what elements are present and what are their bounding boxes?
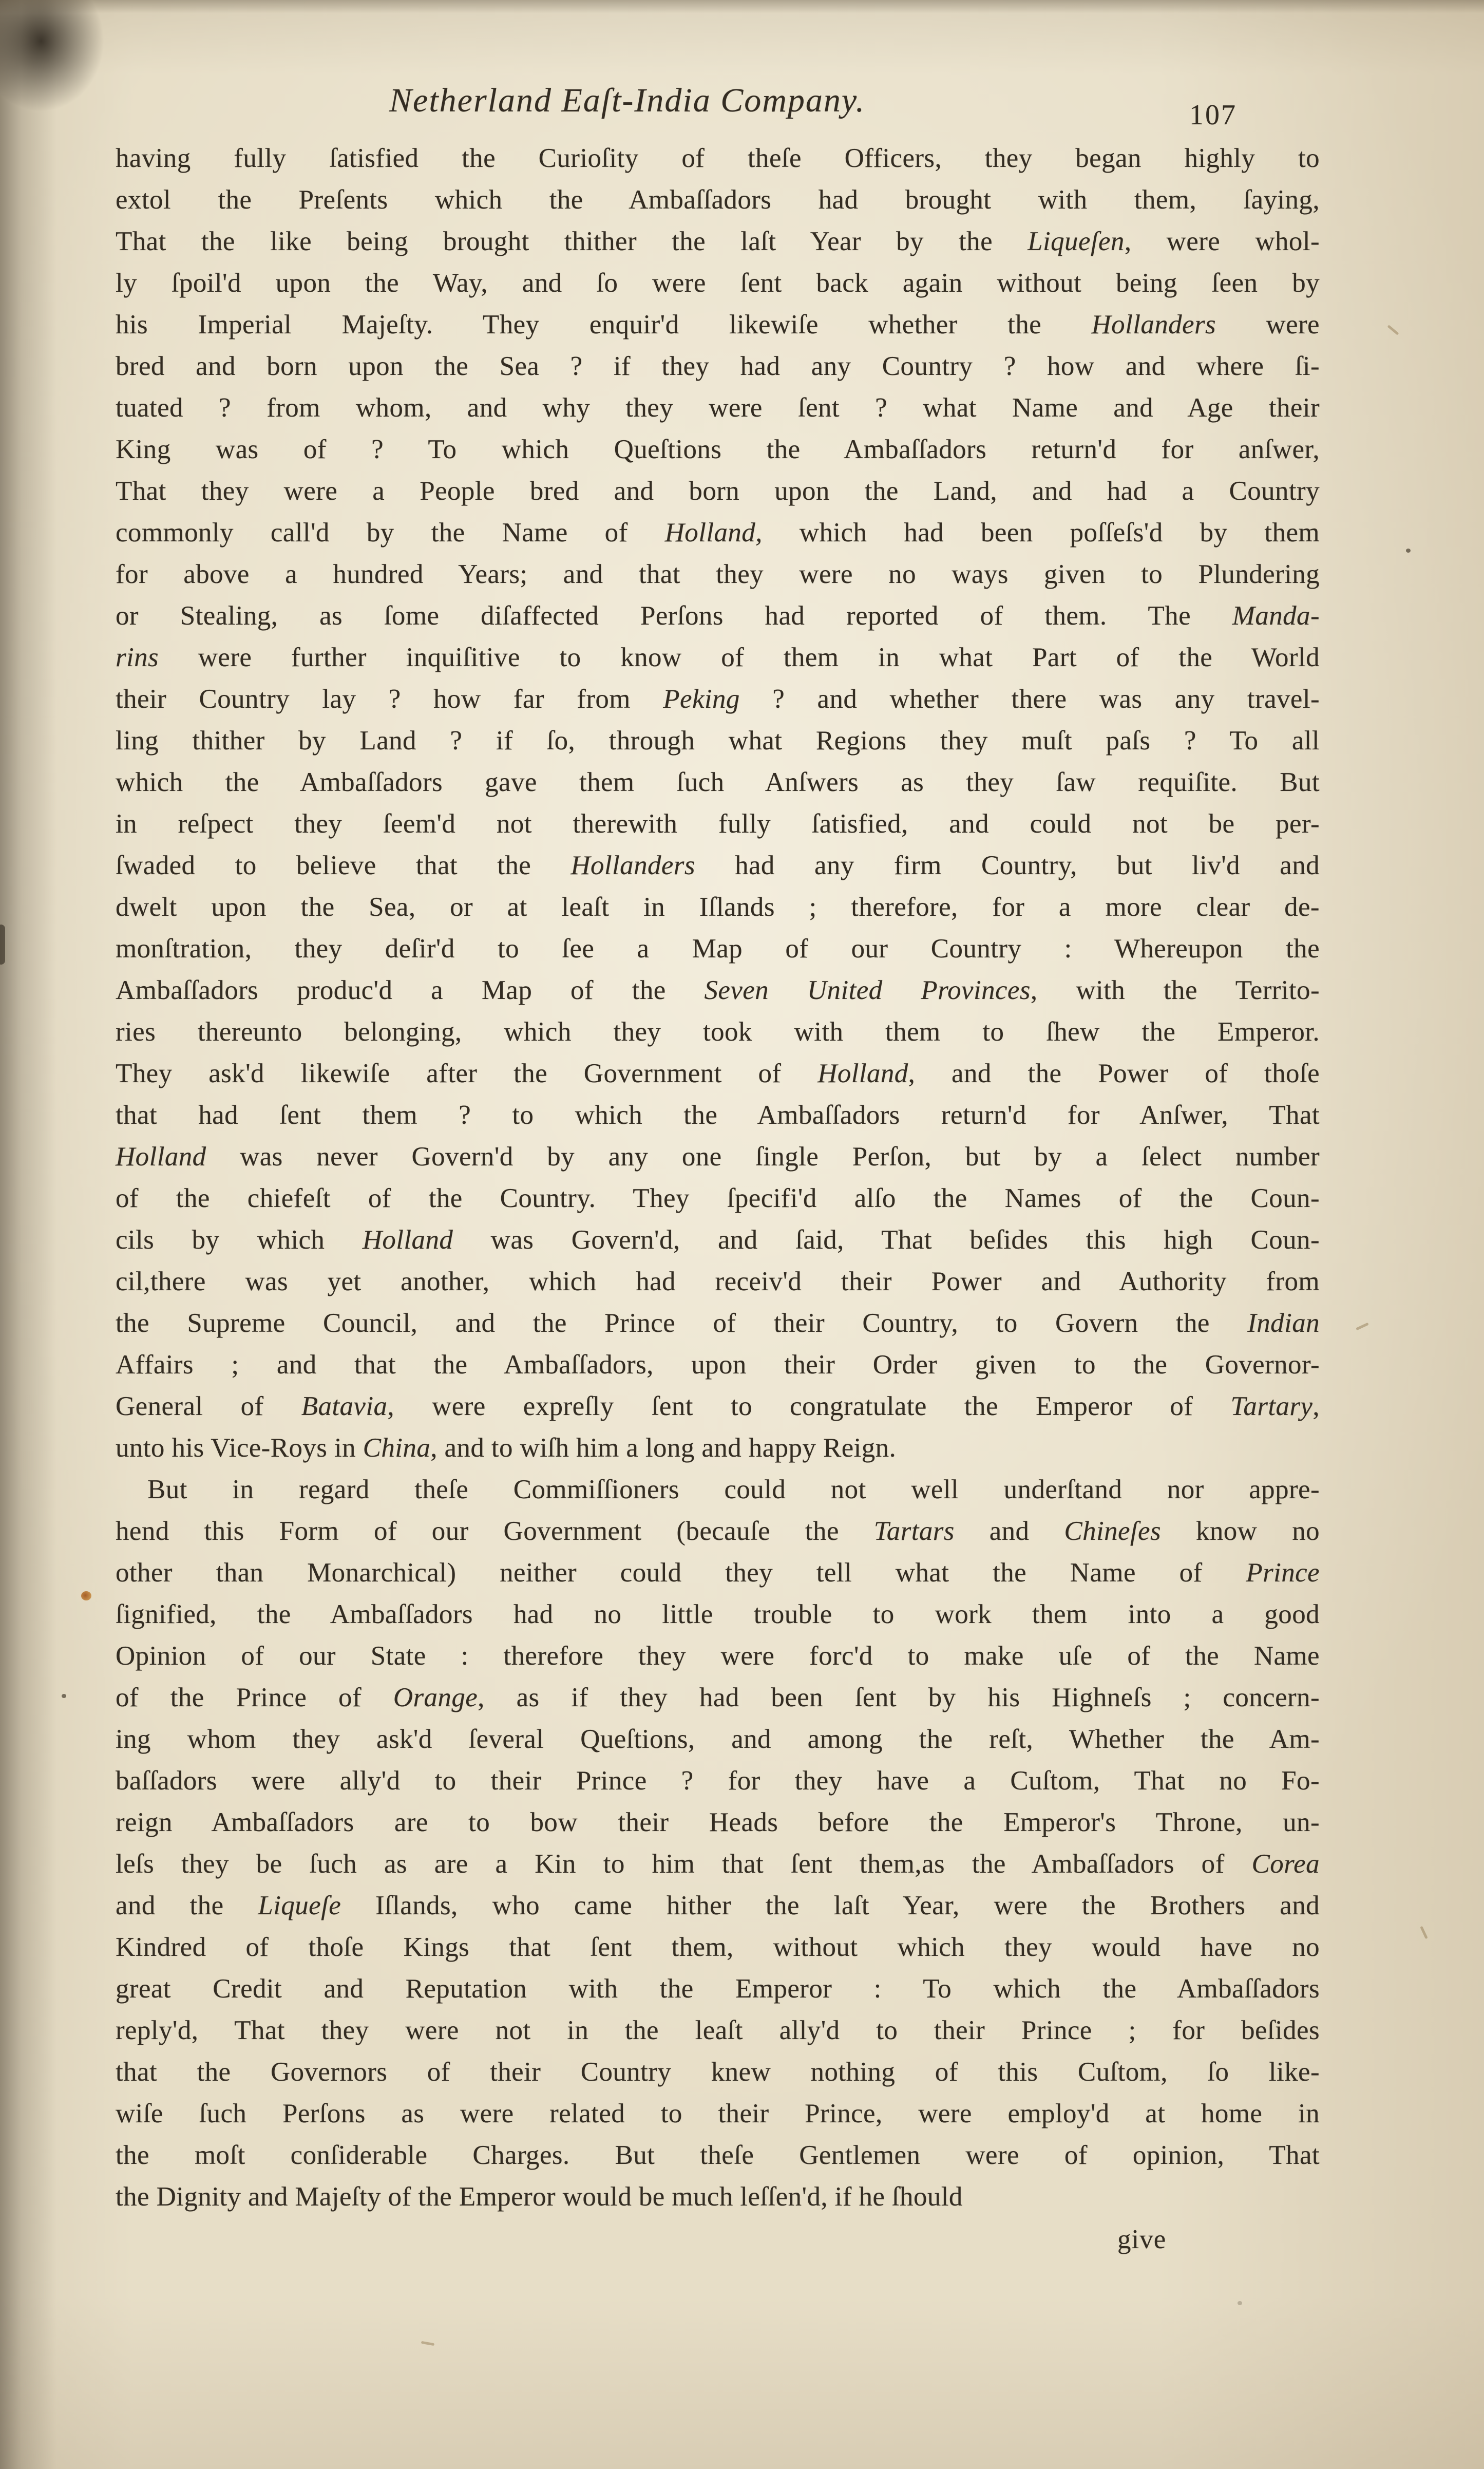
text-line: They ask'd likewiſe after the Government of Holland, and the Power of thoſe bbox=[116, 1059, 1320, 1088]
text-line: commonly call'd by the Name of Holland, which had been poſſeſs'd by them bbox=[116, 518, 1320, 548]
text-line: That they were a People bred and born upon the Land, and had a Country bbox=[116, 476, 1320, 506]
text-line: General of Batavia, were expreſly ſent to congratulate the Emperor of Tartary, bbox=[116, 1391, 1320, 1421]
text-line: in reſpect they ſeem'd not therewith fully ſatisfied, and could not be per- bbox=[116, 809, 1320, 839]
text-line: rins were further inquiſitive to know of them in what Part of the World bbox=[116, 643, 1320, 672]
catchword: give bbox=[1117, 2225, 1167, 2254]
top-edge-shadow bbox=[0, 0, 1484, 13]
text-line: extol the Preſents which the Ambaſſadors had brought with them, ſaying, bbox=[116, 185, 1320, 215]
text-line: the Dignity and Majeſty of the Emperor would be much leſſen'd, if he ſhould bbox=[116, 2182, 963, 2212]
text-line: Holland was never Govern'd by any one ſingle Perſon, but by a ſelect number bbox=[116, 1142, 1320, 1172]
text-line: ſignified, the Ambaſſadors had no little trouble to work them into a good bbox=[116, 1599, 1320, 1629]
text-line: Kindred of thoſe Kings that ſent them, without which they would have no bbox=[116, 1932, 1320, 1962]
text-line: that the Governors of their Country knew nothing of this Cuſtom, ſo like- bbox=[116, 2057, 1320, 2087]
text-line: That the like being brought thither the laſt Year by the Liqueſen, were whol- bbox=[116, 227, 1320, 256]
paper-fiber bbox=[421, 2341, 434, 2346]
paper-fleck bbox=[1406, 549, 1411, 553]
body-text bbox=[116, 138, 1320, 2218]
text-line: of the chiefeſt of the Country. They ſpecifi'd alſo the Names of the Coun- bbox=[116, 1183, 1320, 1213]
text-line: monſtration, they deſir'd to ſee a Map of our Country : Whereupon the bbox=[116, 934, 1320, 964]
text-line: that had ſent them ? to which the Ambaſſadors return'd for Anſwer, That bbox=[116, 1100, 1320, 1130]
paper-fleck bbox=[62, 1694, 66, 1698]
text-line: his Imperial Majeſty. They enquir'd likewiſe whether the Hollanders were bbox=[116, 310, 1320, 340]
text-line: ries thereunto belonging, which they took with them to ſhew the Emperor. bbox=[116, 1017, 1320, 1047]
text-line: But in regard theſe Commiſſioners could not well underſtand nor appre- bbox=[147, 1475, 1320, 1504]
text-line: of the Prince of Orange, as if they had been ſent by his Highneſs ; concern- bbox=[116, 1683, 1320, 1712]
page-number: 107 bbox=[1189, 99, 1237, 131]
text-line: cil,there was yet another, which had receiv'd their Power and Authority from bbox=[116, 1267, 1320, 1296]
text-line: ly ſpoil'd upon the Way, and ſo were ſent back again without being ſeen by bbox=[116, 268, 1320, 298]
paper-fiber bbox=[1420, 1926, 1428, 1939]
paper-fiber bbox=[1387, 325, 1399, 335]
text-line: great Credit and Reputation with the Emperor : To which the Ambaſſadors bbox=[116, 1974, 1320, 2004]
text-line: reign Ambaſſadors are to bow their Heads before the Emperor's Throne, un- bbox=[116, 1807, 1320, 1837]
text-line: Opinion of our State : therefore they were forc'd to make uſe of the Name bbox=[116, 1641, 1320, 1671]
text-line: the Supreme Council, and the Prince of their Country, to Govern the Indian bbox=[116, 1308, 1320, 1338]
text-line: leſs they be ſuch as are a Kin to him that ſent them,as the Ambaſſadors of Corea bbox=[116, 1849, 1320, 1879]
text-line: cils by which Holland was Govern'd, and ſaid, That beſides this high Coun- bbox=[116, 1225, 1320, 1255]
text-line: Ambaſſadors produc'd a Map of the Seven United Provinces, with the Territo- bbox=[116, 975, 1320, 1005]
text-line: ſwaded to believe that the Hollanders had any firm Country, but liv'd and bbox=[116, 851, 1320, 880]
paper-fleck bbox=[1238, 2301, 1242, 2305]
text-line: bred and born upon the Sea ? if they had any Country ? how and where ſi- bbox=[116, 351, 1320, 381]
text-line: King was of ? To which Queſtions the Ambaſſadors return'd for anſwer, bbox=[116, 435, 1320, 464]
text-line: Affairs ; and that the Ambaſſadors, upon their Order given to the Governor- bbox=[116, 1350, 1320, 1380]
top-left-corner-shadow bbox=[0, 0, 128, 139]
text-line: ing whom they ask'd ſeveral Queſtions, and among the reſt, Whether the Am- bbox=[116, 1724, 1320, 1754]
text-line: ling thither by Land ? if ſo, through what Regions they muſt paſs ? To all bbox=[116, 726, 1320, 756]
paper-fiber bbox=[1356, 1323, 1369, 1331]
text-line: having fully ſatisfied the Curioſity of theſe Officers, they began highly to bbox=[116, 143, 1320, 173]
text-line: and the Liqueſe Iſlands, who came hither the laſt Year, were the Brothers and bbox=[116, 1891, 1320, 1920]
text-line: which the Ambaſſadors gave them ſuch Anſwers as they ſaw requiſite. But bbox=[116, 767, 1320, 797]
text-line: tuated ? from whom, and why they were ſent ? what Name and Age their bbox=[116, 393, 1320, 423]
text-line: or Stealing, as ſome diſaffected Perſons had reported of them. The Manda- bbox=[116, 601, 1320, 631]
text-line: reply'd, That they were not in the leaſt ally'd to their Prince ; for beſides bbox=[116, 2015, 1320, 2045]
text-line: the moſt conſiderable Charges. But theſe Gentlemen were of opinion, That bbox=[116, 2140, 1320, 2170]
text-line: other than Monarchical) neither could they tell what the Name of Prince bbox=[116, 1558, 1320, 1588]
left-edge-notch bbox=[0, 925, 5, 965]
page-gutter-shadow bbox=[0, 0, 56, 2469]
text-line: their Country lay ? how far from Peking ? and whether there was any travel- bbox=[116, 684, 1320, 714]
running-title: Netherland Eaſt-India Company. bbox=[389, 82, 866, 119]
text-line: unto his Vice-Roys in China, and to wiſh him a long and happy Reign. bbox=[116, 1433, 897, 1463]
text-line: wiſe ſuch Perſons as were related to their Prince, were employ'd at home in bbox=[116, 2099, 1320, 2128]
text-line: hend this Form of our Government (becauſe the Tartars and Chineſes know no bbox=[116, 1516, 1320, 1546]
text-line: baſſadors were ally'd to their Prince ? for they have a Cuſtom, That no Fo- bbox=[116, 1766, 1320, 1796]
text-line: dwelt upon the Sea, or at leaſt in Iſlands ; therefore, for a more clear de- bbox=[116, 892, 1320, 922]
paper-fleck bbox=[81, 1591, 91, 1600]
text-line: for above a hundred Years; and that they were no ways given to Plundering bbox=[116, 559, 1320, 589]
